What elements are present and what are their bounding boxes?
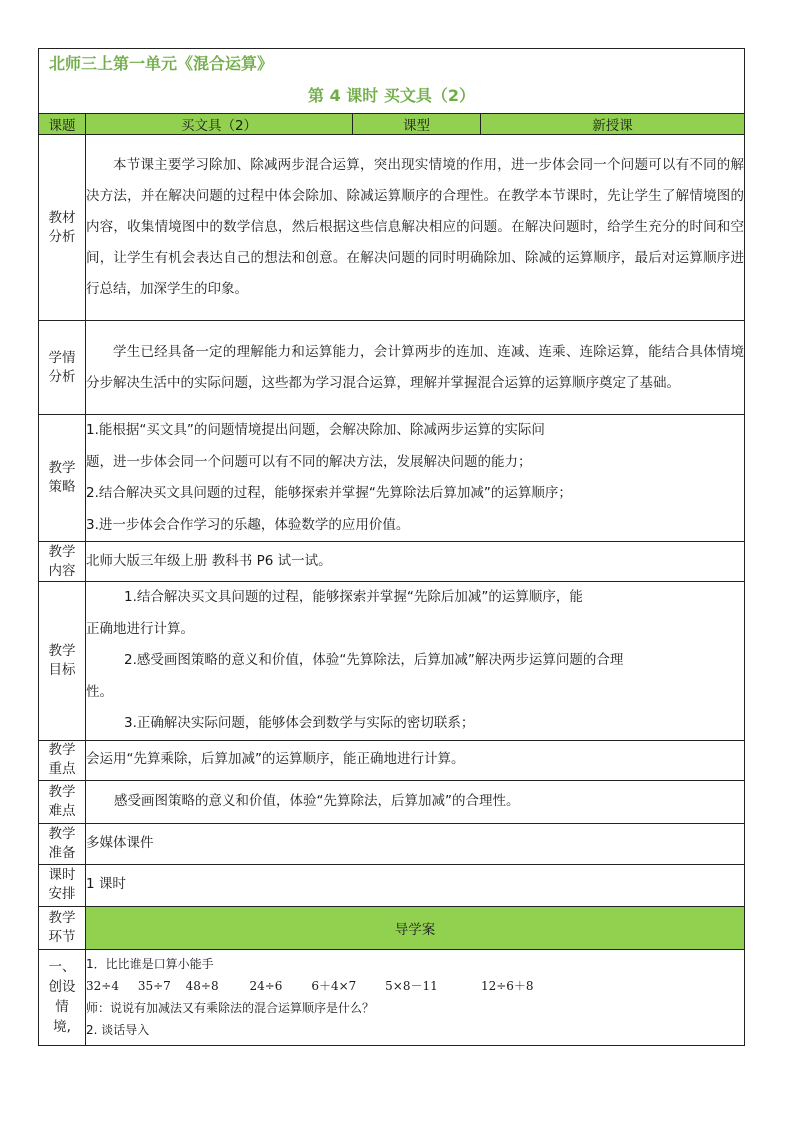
expression: 32÷4	[86, 979, 119, 993]
expression: 24÷6	[249, 979, 283, 993]
goal-line: 2.感受画图策略的意义和价值，体验“先算除法，后算加减”解决两步运算问题的合理	[124, 652, 624, 668]
content-label: 教学内容	[39, 542, 86, 582]
mental-math-expressions	[86, 975, 744, 997]
materials-label: 教材分析	[39, 135, 86, 321]
expression: 12÷6＋8	[480, 979, 534, 993]
strategy-line: 3.进一步体会合作学习的乐趣，体验数学的应用价值。	[86, 516, 410, 533]
section1-text	[86, 949, 745, 1045]
section1-line: 师：说说有加减法又有乘除法的混合运算顺序是什么？	[86, 1001, 375, 1015]
lesson-plan-table	[38, 48, 745, 1046]
expression: 5×8－11	[385, 979, 438, 993]
lesson-title: 第 4 课时 买文具（2）	[308, 86, 475, 105]
section1-label: 一、创设情境,	[39, 949, 86, 1045]
goals-text	[86, 582, 745, 741]
difficulty-text: 感受画图策略的意义和价值，体验“先算除法，后算加减”的合理性。	[86, 780, 745, 823]
topic-value: 买文具（2）	[86, 114, 353, 135]
steps-title: 导学案	[86, 906, 745, 949]
strategy-line: 题，进一步体会同一个问题可以有不同的解决方法，发展解决问题的能力；	[86, 453, 532, 470]
key-label: 教学重点	[39, 740, 86, 780]
hours-label: 课时安排	[39, 864, 86, 906]
expression: 35÷7	[137, 979, 171, 993]
goal-line: 1.结合解决买文具问题的过程，能够探索并掌握“先除后加减”的运算顺序，能	[124, 589, 583, 605]
type-value: 新授课	[481, 114, 745, 135]
strategy-line: 1.能根据“买文具”的问题情境提出问题，会解决除加、除减两步运算的实际问	[86, 422, 545, 438]
steps-label: 教学环节	[39, 906, 86, 949]
expression: 48÷8	[185, 979, 219, 993]
difficulty-label: 教学难点	[39, 780, 86, 823]
strategy-label: 教学策略	[39, 415, 86, 542]
header-cell	[39, 49, 745, 114]
section1-line: 2. 谈话导入	[86, 1023, 150, 1037]
strategy-text	[86, 415, 745, 542]
goal-line: 性。	[86, 683, 113, 700]
expression: 6＋4×7	[311, 979, 357, 993]
prep-label: 教学准备	[39, 823, 86, 864]
learners-label: 学情分析	[39, 321, 86, 415]
prep-text: 多媒体课件	[86, 823, 745, 864]
content-text: 北师大版三年级上册 教科书 P6 试一试。	[86, 542, 745, 582]
hours-text: 1 课时	[86, 864, 745, 906]
strategy-line: 2.结合解决买文具问题的过程，能够探索并掌握“先算除法后算加减”的运算顺序；	[86, 485, 572, 501]
learners-text: 学生已经具备一定的理解能力和运算能力，会计算两步的连加、连减、连乘、连除运算，能结合具体情境分步解决生活中的实际问题，这些都为学习混合运算，理解并掌握混合运算的运算顺序奠定了基础。	[86, 321, 745, 415]
materials-text: 本节课主要学习除加、除减两步混合运算，突出现实情境的作用，进一步体会同一个问题可以有不同的解决方法，并在解决问题的过程中体会除加、除减运算顺序的合理性。在教学本节课时，先让学生了解情境图的内容，收集情境图中的数学信息，然后根据这些信息解决相应的问题。在解决问题时，给学生充分的时间和空间，让学生有机会表达自己的想法和创意。在解决问题的同时明确除加、除减的运算顺序，最后对运算顺序进行总结，加深学生的印象。	[86, 135, 745, 321]
section1-line: 1．比比谁是口算小能手	[86, 957, 214, 971]
type-label: 课型	[353, 114, 481, 135]
topic-label: 课题	[39, 114, 86, 135]
series-title: 北师三上第一单元《混合运算》	[49, 54, 274, 73]
goals-label: 教学目标	[39, 582, 86, 741]
goal-line: 正确地进行计算。	[86, 620, 194, 637]
goal-line: 3.正确解决实际问题，能够体会到数学与实际的密切联系；	[124, 715, 475, 731]
key-text: 会运用“先算乘除，后算加减”的运算顺序，能正确地进行计算。	[86, 740, 745, 780]
